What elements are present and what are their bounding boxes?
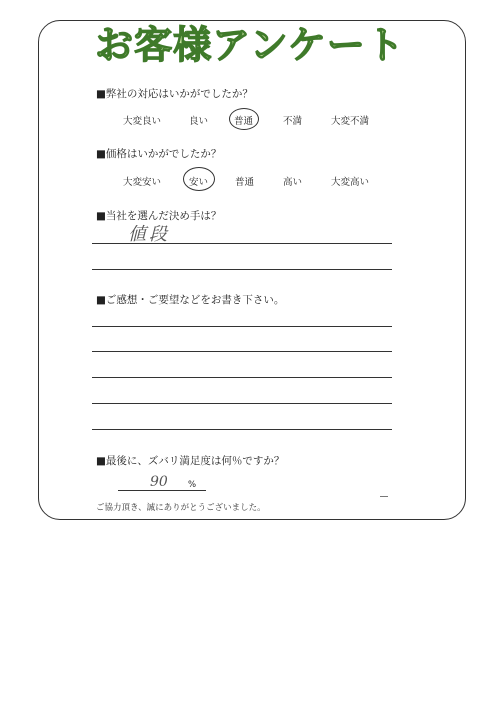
- comment-line-1[interactable]: [92, 326, 392, 327]
- q2-option-normal[interactable]: 普通: [235, 177, 255, 188]
- satisfaction-line: [118, 490, 206, 491]
- q1-option-very-dissatisfied[interactable]: 大変不満: [331, 116, 370, 127]
- comment-line-5[interactable]: [92, 429, 392, 430]
- q3-line-2: [92, 269, 392, 270]
- question-price: ■価格はいかがでしたか？: [96, 148, 222, 160]
- comment-line-3[interactable]: [92, 377, 392, 378]
- q2-option-cheap[interactable]: 安い: [189, 177, 209, 188]
- comment-line-4[interactable]: [92, 403, 392, 404]
- question-service: ■弊社の対応はいかがでしたか？: [96, 88, 253, 100]
- question-comments: ■ご感想・ご要望などをお書き下さい。: [96, 294, 285, 306]
- question-deciding-factor: ■当社を選んだ決め手は？: [96, 210, 222, 222]
- comment-line-2[interactable]: [92, 351, 392, 352]
- q3-handwritten-answer[interactable]: 値段: [128, 224, 170, 245]
- q3-line-1: [92, 243, 392, 244]
- thank-you-note: ご協力頂き、誠にありがとうございました。: [96, 503, 266, 513]
- q1-option-good[interactable]: 良い: [189, 116, 209, 127]
- q1-option-very-good[interactable]: 大変良い: [123, 116, 162, 127]
- percent-unit: %: [188, 480, 197, 490]
- stray-mark: [380, 496, 388, 497]
- question-satisfaction: ■最後に、ズバリ満足度は何％ですか？: [96, 455, 285, 467]
- q1-option-dissatisfied[interactable]: 不満: [283, 116, 303, 127]
- q5-handwritten-answer[interactable]: 90: [150, 474, 168, 490]
- q2-option-expensive[interactable]: 高い: [283, 177, 303, 188]
- survey-title: お客様アンケート: [95, 23, 405, 67]
- q2-option-very-expensive[interactable]: 大変高い: [331, 177, 370, 188]
- q1-option-normal[interactable]: 普通: [234, 116, 254, 127]
- q2-option-very-cheap[interactable]: 大変安い: [123, 177, 162, 188]
